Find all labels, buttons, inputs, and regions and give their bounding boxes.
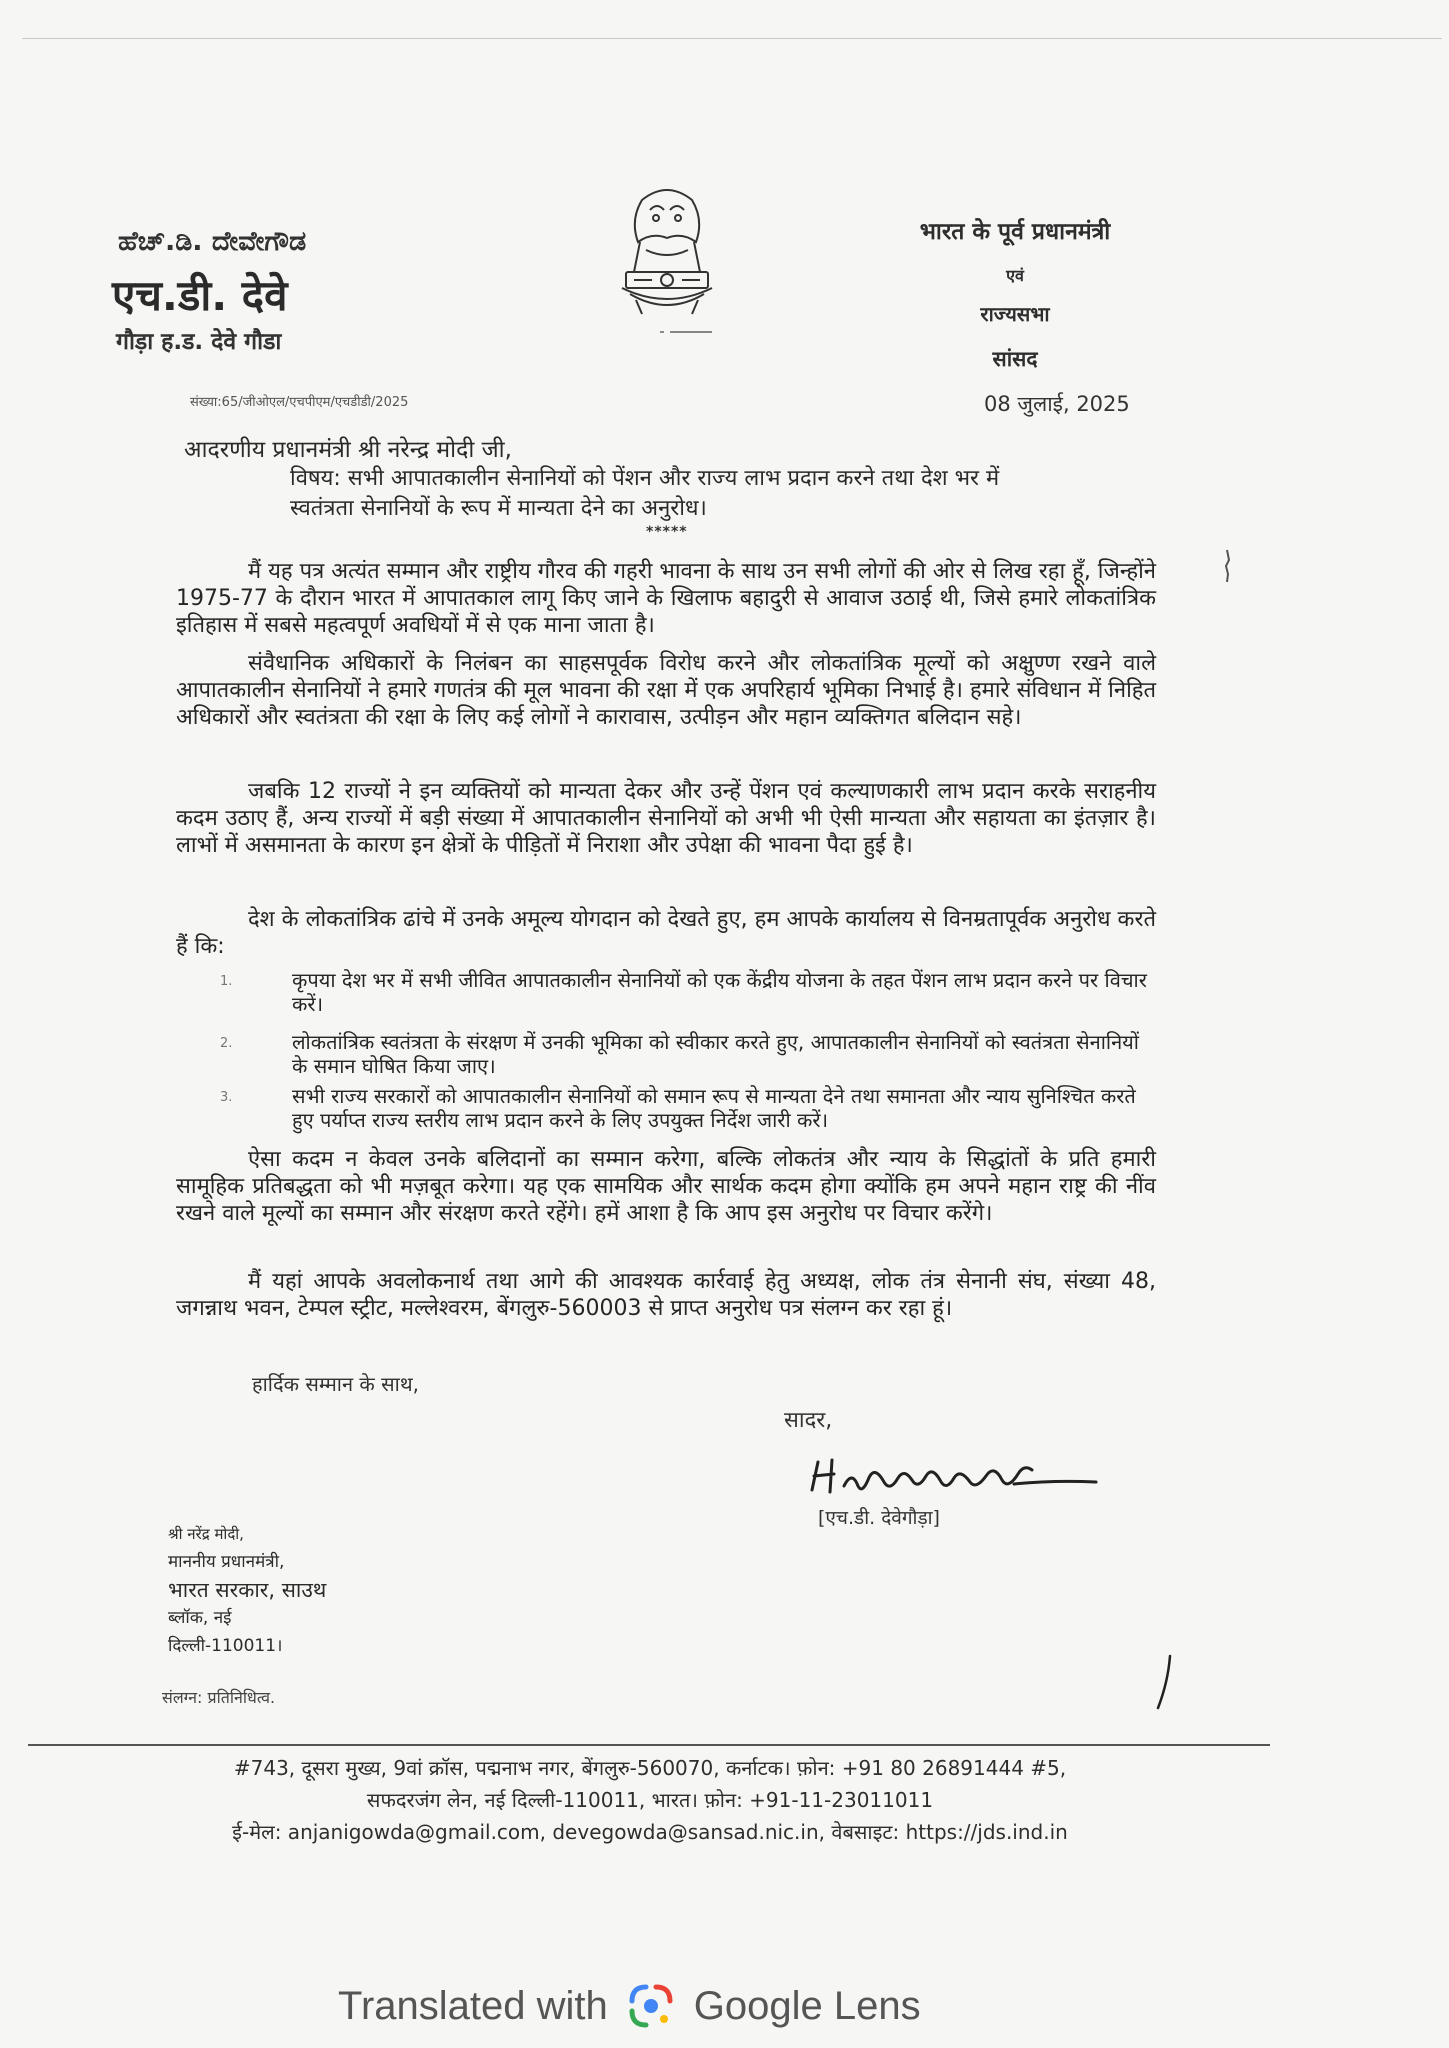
translated-with-label: Translated with xyxy=(338,1983,608,2028)
footer-line-2: सफदरजंग लेन, नई दिल्ली-110011, भारत। फ़ोन: +91-11-23011011 xyxy=(366,1788,934,1812)
top-edge-line xyxy=(22,38,1442,39)
closing-line: हार्दिक सम्मान के साथ, xyxy=(252,1372,419,1396)
request-text: सभी राज्य सरकारों को आपातकालीन सेनानियों को समान रूप से मान्यता देने तथा समानता और न्याय सुनिश्चित करते हुए पर्याप्त राज्य स्तरीय लाभ प्रदान करने के लिए उपयुक्त निर्देश जारी करें। xyxy=(292,1084,1136,1132)
body-paragraph-2: संवैधानिक अधिकारों के निलंबन का साहसपूर्वक विरोध करने और लोकतांत्रिक मूल्यों को अक्षुण्ण रखने वाले आपातकालीन सेनानियों ने हमारे गणतंत्र की मूल भावना की रक्षा में एक अपरिहार्य भूमिका निभाई है। हमारे संविधान में निहित अधिकारों और स्वतंत्रता की रक्षा के लिए कई लोगों ने कारावास, उत्पीड़न और महान व्यक्तिगत बलिदान सहे। xyxy=(176,651,1156,730)
recipient-address xyxy=(168,1520,326,1660)
recipient-line-3: भारत सरकार, साउथ xyxy=(168,1578,327,1602)
request-text: कृपया देश भर में सभी जीवित आपातकालीन सेनानियों को एक केंद्रीय योजना के तहत पेंशन लाभ प्रदान करने पर विचार करें। xyxy=(292,968,1147,1016)
request-number: 2. xyxy=(220,1036,233,1051)
pen-stroke-mark xyxy=(1150,1652,1180,1712)
designation-line-2: एवं xyxy=(1006,266,1024,285)
body-paragraph-6: मैं यहां आपके अवलोकनार्थ तथा आगे की आवश्यक कार्रवाई हेतु अध्यक्ष, लोक तंत्र सेनानी संघ, संख्या 48, जगन्नाथ भवन, टेम्पल स्ट्रीट, मल्लेश्वरम, बेंगलुरु-560003 से प्राप्त अनुरोध पत्र संलग्न कर रहा हूं। xyxy=(176,1269,1156,1321)
footer-line-1: #743, दूसरा मुख्य, 9वां क्रॉस, पद्मनाभ नगर, बेंगलुरु-560070, कर्नाटक। फ़ोन: +91 80 26891444 #5, xyxy=(233,1756,1067,1780)
recipient-line-5: दिल्ली-110011। xyxy=(168,1636,283,1656)
sign-off: सादर, xyxy=(784,1408,833,1433)
request-text: लोकतांत्रिक स्वतंत्रता के संरक्षण में उनकी भूमिका को स्वीकार करते हुए, आपातकालीन सेनानियों को स्वतंत्रता सेनानियों के समान घोषित किया जाए। xyxy=(292,1030,1139,1078)
translation-watermark xyxy=(338,1976,921,2036)
subject-line: विषय: सभी आपातकालीन सेनानियों को पेंशन और राज्य लाभ प्रदान करने तथा देश भर में स्वतंत्रता सेनानियों के रूप में मान्यता देने का अनुरोध। xyxy=(290,466,1000,521)
recipient-line-1: श्री नरेंद्र मोदी, xyxy=(168,1525,244,1543)
footer-divider xyxy=(28,1744,1270,1746)
margin-speck xyxy=(1222,548,1232,584)
recipient-line-2: माननीय प्रधानमंत्री, xyxy=(168,1552,285,1572)
google-lens-label: Google Lens xyxy=(693,1983,921,2028)
national-emblem-icon xyxy=(612,180,722,350)
footer-line-3: ई-मेल: anjanigowda@gmail.com, devegowda@sansad.nic.in, वेबसाइट: https://jds.ind.in xyxy=(232,1820,1068,1844)
separator-stars: ***** xyxy=(646,524,688,540)
letter-date: 08 जुलाई, 2025 xyxy=(984,392,1130,416)
hindi-name: एच.डी. देवे xyxy=(112,271,288,320)
salutation: आदरणीय प्रधानमंत्री श्री नरेन्द्र मोदी जी, xyxy=(184,437,512,463)
request-number: 1. xyxy=(220,974,233,989)
recipient-line-4: ब्लॉक, नई xyxy=(168,1608,232,1628)
request-number: 3. xyxy=(220,1090,233,1105)
reference-number: संख्या:65/जीओएल/एचपीएम/एचडीडी/2025 xyxy=(190,395,409,410)
handwritten-signature xyxy=(804,1440,1104,1510)
body-paragraph-5: ऐसा कदम न केवल उनके बलिदानों का सम्मान करेगा, बल्कि लोकतंत्र और न्याय के सिद्धांतों के प्रति हमारी सामूहिक प्रतिबद्धता को भी मज़बूत करेगा। यह एक सामयिक और सार्थक कदम होगा क्योंकि हम अपने महान राष्ट्र की नींव रखने वाले मूल्यों का सम्मान और संरक्षण करते रहेंगे। हमें आशा है कि आप इस अनुरोध पर विचार करेंगे। xyxy=(176,1147,1156,1226)
signatory-name: [एच.डी. देवेगौड़ा] xyxy=(818,1507,940,1529)
designation-line-3: राज्यसभा xyxy=(980,302,1050,326)
designation-line-1: भारत के पूर्व प्रधानमंत्री xyxy=(919,219,1111,245)
body-paragraph-3: जबकि 12 राज्यों ने इन व्यक्तियों को मान्यता देकर और उन्हें पेंशन एवं कल्याणकारी लाभ प्रदान करके सराहनीय कदम उठाए हैं, अन्य राज्यों में बड़ी संख्या में आपातकालीन सेनानियों को अभी भी ऐसी मान्यता और सहायता का इंतज़ार है। लाभों में असमानता के कारण इन क्षेत्रों के पीड़ितों में निराशा और उपेक्षा की भावना पैदा हुई है। xyxy=(176,779,1156,858)
designation-block xyxy=(880,214,1150,373)
hindi-subname: गौड़ा ह.ड. देवे गौडा xyxy=(116,329,282,355)
body-paragraph-1: मैं यह पत्र अत्यंत सम्मान और राष्ट्रीय गौरव की गहरी भावना के साथ उन सभी लोगों की ओर से लिख रहा हूँ, जिन्होंने 1975-77 के दौरान भारत में आपातकाल लागू किए जाने के खिलाफ बहादुरी से आवाज उठाई थी, जिसे हमारे लोकतांत्रिक इतिहास में सबसे महत्वपूर्ण अवधियों में से एक माना जाता है। xyxy=(176,559,1156,638)
enclosure-note: संलग्न: प्रतिनिधित्व. xyxy=(162,1688,276,1707)
body-paragraph-4: देश के लोकतांत्रिक ढांचे में उनके अमूल्य योगदान को देखते हुए, हम आपके कार्यालय से विनम्रतापूर्वक अनुरोध करते हैं कि: xyxy=(176,907,1156,959)
designation-line-4: सांसद xyxy=(992,347,1038,371)
kannada-name: ಹೆಚ್.ಡಿ. ದೇವೇಗೌಡ xyxy=(118,226,307,257)
google-lens-icon xyxy=(626,1981,676,2031)
letterhead-footer xyxy=(150,1752,1150,1848)
